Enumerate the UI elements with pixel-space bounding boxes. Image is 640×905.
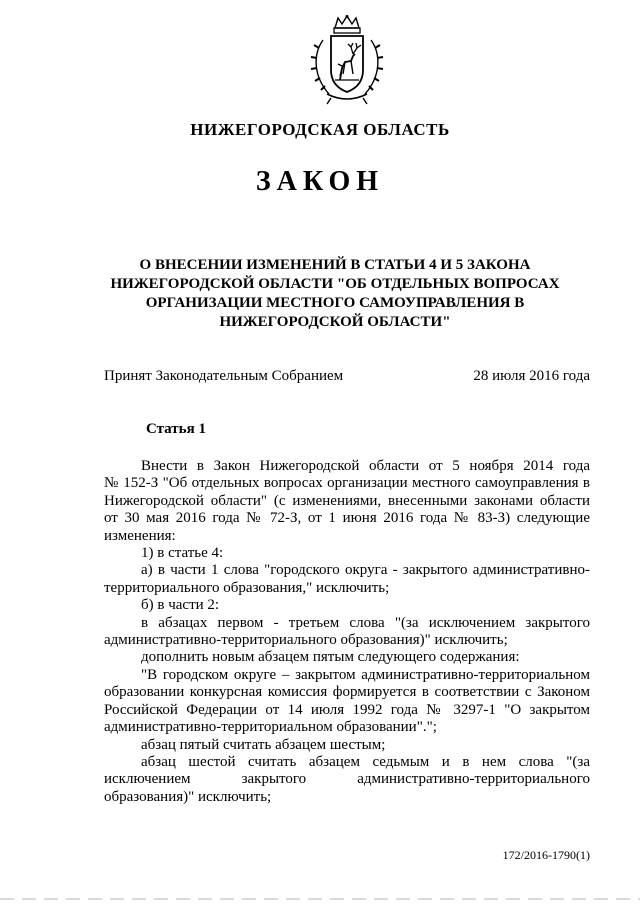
subject-line: О ВНЕСЕНИИ ИЗМЕНЕНИЙ В СТАТЬИ 4 И 5 ЗАКОНА	[139, 257, 531, 273]
law-title: ЗАКОН	[255, 166, 385, 197]
article-title: Статья 1	[146, 421, 206, 437]
body-line: Внести в Закон Нижегородской области от 5 ноября 2014 года	[141, 458, 590, 474]
body-line: абзац пятый считать абзацем шестым;	[141, 736, 386, 753]
body-line: дополнить новым абзацем пятым следующего содержания:	[141, 649, 520, 666]
coat-of-arms-icon	[307, 14, 387, 106]
body-line: административно-территориального образования)" исключить;	[104, 632, 508, 649]
body-line: административно-территориальном образовании".";	[104, 719, 437, 736]
body-line: абзац шестой считать абзацем седьмым и в нем слова "(за	[141, 753, 590, 770]
subject-line: НИЖЕГОРОДСКОЙ ОБЛАСТИ "ОБ ОТДЕЛЬНЫХ ВОПРОСАХ	[110, 276, 560, 292]
body-line: от 30 мая 2016 года № 72-З, от 1 июня 2016 года № 83-З) следующие	[104, 510, 590, 527]
scan-artifact	[0, 898, 640, 900]
adoption-line	[104, 368, 590, 385]
subject-line: НИЖЕГОРОДСКОЙ ОБЛАСТИ"	[219, 314, 451, 330]
body-line: изменения:	[104, 527, 176, 544]
body-line: а) в части 1 слова "городского округа - закрытого административно-	[141, 562, 590, 579]
document-reference: 172/2016-1790(1)	[502, 848, 590, 862]
law-subject	[100, 256, 570, 332]
body-line: в абзацах первом - третьем слова "(за исключением закрытого	[141, 614, 590, 631]
body-line: Российской Федерации от 14 июля 1992 года № 3297-1 "О закрытом	[104, 701, 590, 718]
region-heading: НИЖЕГОРОДСКАЯ ОБЛАСТЬ	[190, 120, 450, 139]
body-line: № 152-З "Об отдельных вопросах организации местного самоуправления в	[104, 475, 590, 492]
body-line: "В городском округе – закрытом административно-территориальном	[141, 666, 590, 683]
article-body	[104, 458, 590, 806]
body-line: образовании конкурсная комиссия формируется в соответствии с Законом	[104, 684, 590, 701]
body-line: исключением закрытого административно-территориального	[104, 771, 590, 788]
body-line: 1) в статье 4:	[141, 545, 224, 562]
body-line: образования)" исключить;	[104, 788, 272, 805]
adoption-date: 28 июля 2016 года	[473, 368, 590, 384]
body-line: Нижегородской области" (с изменениями, внесенными законами области	[104, 492, 590, 509]
body-line: б) в части 2:	[141, 597, 220, 614]
body-line: территориального образования," исключить;	[104, 579, 390, 596]
subject-line: ОРГАНИЗАЦИИ МЕСТНОГО САМОУПРАВЛЕНИЯ В	[145, 295, 525, 311]
adopted-by: Принят Законодательным Собранием	[104, 368, 344, 384]
